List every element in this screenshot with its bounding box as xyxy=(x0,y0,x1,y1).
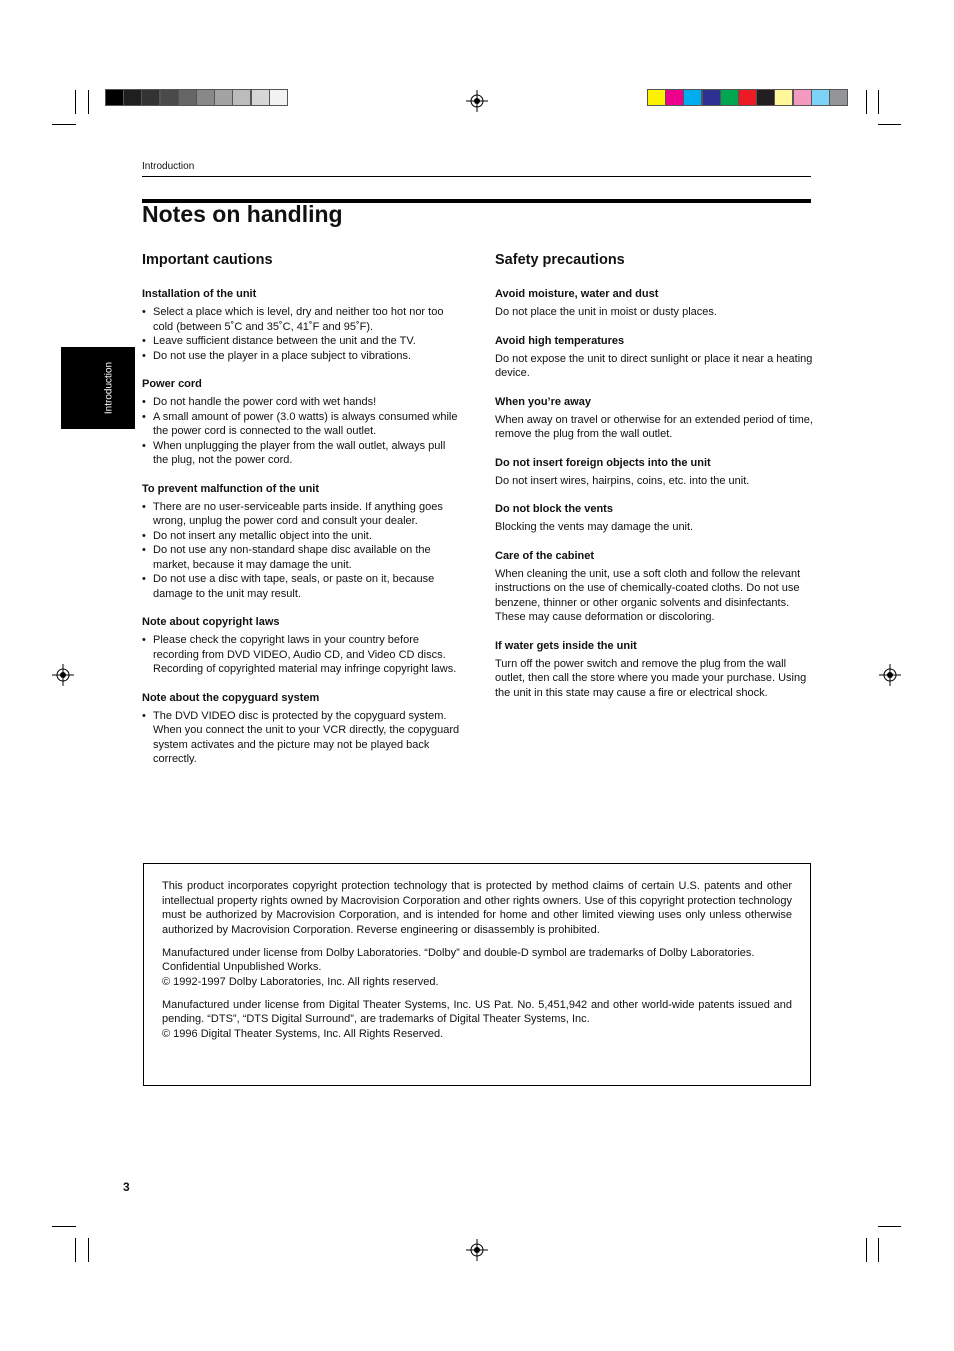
section-title: Note about the copyguard system xyxy=(142,691,320,704)
section-title: Power cord xyxy=(142,378,202,390)
section-text: Do not expose the unit to direct sunlight or place it near a heating device. xyxy=(495,352,813,379)
color-swatch xyxy=(702,89,721,106)
registration-mark-icon xyxy=(466,90,488,112)
caution-section xyxy=(142,691,462,767)
list-item: • Please check the copyright laws in your country before recording from DVD VIDEO, Audio CD, and Video CD discs. Recording of copyrighted material may infringe copyright laws. xyxy=(142,633,462,677)
safety-precautions-column xyxy=(495,251,813,714)
section-title: Do not insert foreign objects into the unit xyxy=(495,456,711,469)
precaution-section xyxy=(495,549,813,625)
list-item: • Do not use a disc with tape, seals, or paste on it, because damage to the unit may result. xyxy=(142,572,462,601)
gray-swatch xyxy=(269,89,288,106)
precaution-section xyxy=(495,502,813,535)
registration-mark-icon xyxy=(52,664,74,686)
precaution-section xyxy=(495,395,813,442)
section-text: Do not insert wires, hairpins, coins, etc. into the unit. xyxy=(495,474,750,487)
color-swatch xyxy=(774,89,793,106)
color-swatch xyxy=(665,89,684,106)
caution-section xyxy=(142,377,462,468)
section-label: Introduction xyxy=(142,161,195,172)
gray-swatch xyxy=(251,89,270,106)
column-heading: Safety precautions xyxy=(495,252,625,268)
color-swatch xyxy=(756,89,775,106)
section-text: Do not place the unit in moist or dusty places. xyxy=(495,306,717,318)
bullet-list xyxy=(142,633,462,677)
section-title: Installation of the unit xyxy=(142,288,257,300)
gray-swatch xyxy=(105,89,124,106)
section-text: When away on travel or otherwise for an extended period of time, remove the plug from the wall outlet. xyxy=(495,413,813,440)
caution-section xyxy=(142,615,462,677)
section-title: To prevent malfunction of the unit xyxy=(142,482,320,495)
registration-mark-icon xyxy=(879,664,901,686)
section-title: Care of the cabinet xyxy=(495,549,595,562)
gray-swatch xyxy=(232,89,251,106)
gray-swatch xyxy=(178,89,197,106)
color-swatch xyxy=(683,89,702,106)
dolby-notice xyxy=(162,946,792,990)
caution-section xyxy=(142,482,462,602)
list-item: • Do not insert any metallic object into the unit. xyxy=(142,529,462,544)
page-number: 3 xyxy=(123,1180,130,1194)
color-swatch xyxy=(647,89,666,106)
list-item: • The DVD VIDEO disc is protected by the copyguard system. When you connect the unit to your VCR directly, the copyguard system activates and the picture may not be played back correctly. xyxy=(142,709,462,767)
list-item: • Leave sufficient distance between the unit and the TV. xyxy=(142,334,462,349)
bullet-list xyxy=(142,395,462,468)
section-text: Turn off the power switch and remove the plug from the wall outlet, then call the store where you made your purchase. Using the unit in this state may cause a fire or electrical shock. xyxy=(495,657,807,699)
section-text: Blocking the vents may damage the unit. xyxy=(495,521,694,533)
list-item: • A small amount of power (3.0 watts) is always consumed while the power cord is connected to the wall outlet. xyxy=(142,410,462,439)
section-title: If water gets inside the unit xyxy=(495,639,637,652)
caution-section xyxy=(142,287,462,363)
important-cautions-column xyxy=(142,251,462,781)
precaution-section xyxy=(495,287,813,320)
section-text: When cleaning the unit, use a soft cloth and follow the relevant instructions on the use of chemically-coated cloths. Do not use benzene, thinner or other organic solvents and disinfectants. These may cause deformation or discoloring. xyxy=(495,567,801,623)
color-swatch xyxy=(720,89,739,106)
precaution-section xyxy=(495,456,813,489)
color-swatch xyxy=(811,89,830,106)
registration-mark-icon xyxy=(466,1239,488,1261)
list-item: • When unplugging the player from the wall outlet, always pull the plug, not the power cord. xyxy=(142,439,462,468)
list-item: • Select a place which is level, dry and neither too hot nor too cold (between 5˚C and 35˚C, 41˚F and 95˚F). xyxy=(142,305,462,334)
side-tab xyxy=(61,347,135,429)
gray-swatch xyxy=(160,89,179,106)
legal-notice-box xyxy=(143,863,811,1086)
color-swatch xyxy=(829,89,848,106)
bullet-list xyxy=(142,500,462,602)
precaution-section xyxy=(495,334,813,381)
list-item: • Do not handle the power cord with wet hands! xyxy=(142,395,462,410)
bullet-list xyxy=(142,709,462,767)
dts-line: © 1996 Digital Theater Systems, Inc. All Rights Reserved. xyxy=(162,1027,444,1040)
macrovision-notice: This product incorporates copyright protection technology that is protected by method claims of certain U.S. patents and other intellectual property rights owned by Macrovision Corporation and other rights owners. Use of this copyright protection technology must be authorized by Macrovision Corporation, and is intended for home and other limited viewing uses only unless otherwise authorized by Macrovision Corporation. Reverse engineering or disassembly is prohibited. xyxy=(162,880,792,936)
side-tab-label: Introduction xyxy=(103,361,115,415)
section-title: Note about copyright laws xyxy=(142,616,280,628)
dolby-line: © 1992-1997 Dolby Laboratories, Inc. All rights reserved. xyxy=(162,975,439,988)
color-swatch xyxy=(738,89,757,106)
gray-swatch xyxy=(196,89,215,106)
gray-swatch xyxy=(214,89,233,106)
gray-swatch xyxy=(123,89,142,106)
list-item: • There are no user-serviceable parts inside. If anything goes wrong, unplug the power cord and consult your dealer. xyxy=(142,500,462,529)
dolby-line: Manufactured under license from Dolby Laboratories. “Dolby” and double-D symbol are trademarks of Dolby Laboratories. xyxy=(162,946,755,959)
dts-line: Manufactured under license from Digital Theater Systems, Inc. US Pat. No. 5,451,942 and other world-wide patents issued and pending. “DTS”, “DTS Digital Surround”, are trademarks of Digital Theater Systems, Inc. xyxy=(162,998,792,1025)
page-title: Notes on handling xyxy=(142,201,343,227)
header-rule xyxy=(142,176,811,177)
bullet-list xyxy=(142,305,462,363)
gray-swatch xyxy=(141,89,160,106)
dolby-line: Confidential Unpublished Works. xyxy=(162,961,322,973)
column-heading: Important cautions xyxy=(142,252,273,268)
dts-notice xyxy=(162,998,792,1042)
section-title: Avoid high temperatures xyxy=(495,334,625,347)
list-item: • Do not use any non-standard shape disc available on the market, because it may damage the unit. xyxy=(142,543,462,572)
list-item: • Do not use the player in a place subject to vibrations. xyxy=(142,349,462,364)
color-swatch xyxy=(793,89,812,106)
precaution-section xyxy=(495,639,813,701)
section-title: Avoid moisture, water and dust xyxy=(495,288,659,300)
section-title: When you’re away xyxy=(495,395,591,408)
section-title: Do not block the vents xyxy=(495,503,613,515)
